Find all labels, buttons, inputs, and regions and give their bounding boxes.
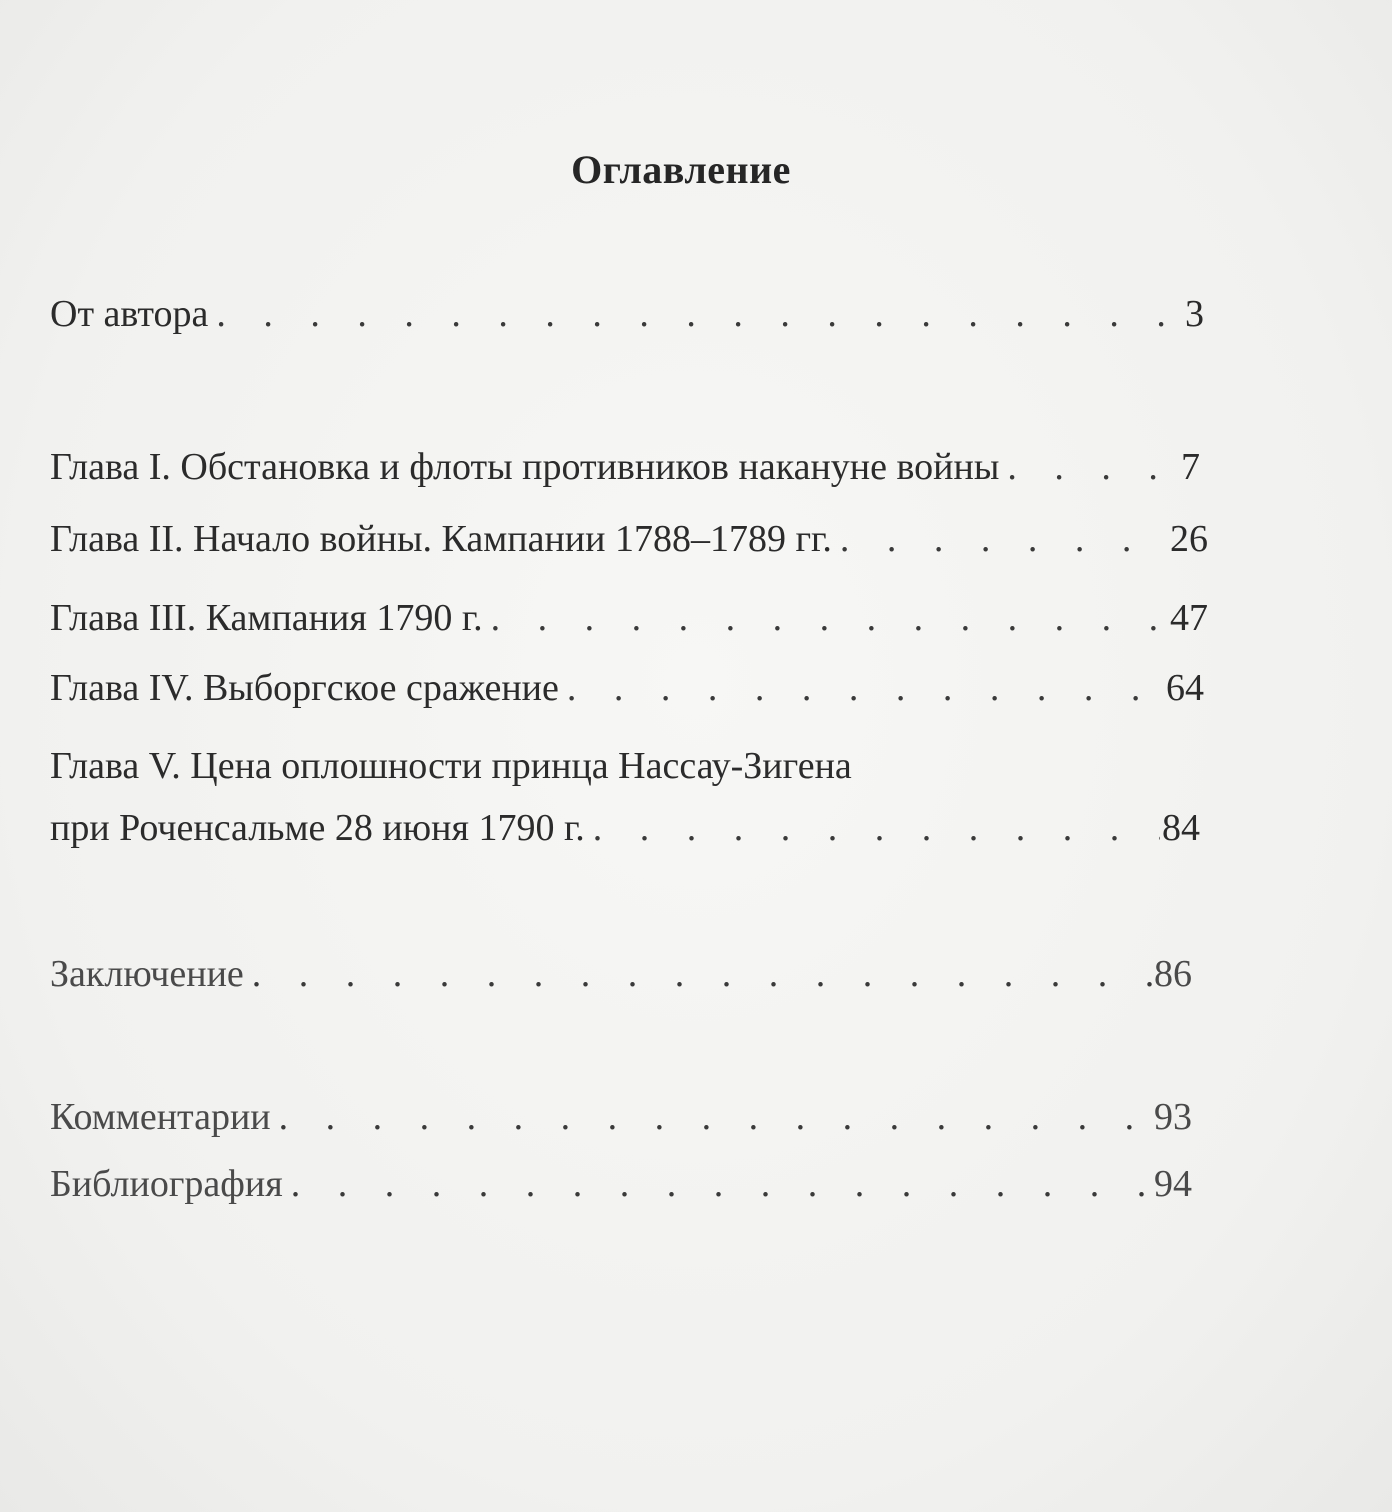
toc-entry-comments: [50, 1093, 1192, 1141]
dot-leader: [252, 950, 1152, 998]
toc-entry-chapter-1: [50, 443, 1200, 491]
toc-page-number: 47: [1170, 597, 1208, 639]
toc-page-number: 93: [1154, 1096, 1192, 1138]
toc-title: Оглавление: [571, 147, 791, 192]
toc-entry-label: Глава III. Кампания 1790 г.: [50, 597, 483, 639]
toc-entry-preface: [50, 290, 1204, 338]
dot-leader: [291, 1160, 1152, 1208]
dot-leader: [216, 290, 1183, 338]
toc-entry-chapter-4: [50, 664, 1204, 712]
toc-page-number: 94: [1154, 1163, 1192, 1205]
toc-entry-conclusion: [50, 950, 1192, 998]
toc-entry-chapter-3: [50, 594, 1208, 642]
toc-entry-label: Глава I. Обстановка и флоты противников накануне войны: [50, 446, 1000, 488]
dot-leader: [593, 804, 1160, 852]
toc-entry-chapter-5-line-1: Глава V. Цена оплошности принца Нассау-Зигена: [50, 745, 852, 787]
toc-entry-chapter-2: [50, 515, 1208, 563]
dot-leader: [491, 594, 1168, 642]
toc-entry-label: От автора: [50, 293, 209, 335]
toc-entry-bibliography: [50, 1160, 1192, 1208]
dot-leader: [840, 515, 1168, 563]
toc-page-number: 84: [1162, 807, 1200, 849]
toc-page-number: 7: [1181, 446, 1200, 488]
toc-entry-chapter-5: [50, 804, 1200, 852]
toc-page-number: 26: [1170, 518, 1208, 560]
toc-entry-label: Глава II. Начало войны. Кампании 1788–1789 гг.: [50, 518, 832, 560]
toc-entry-label: Глава IV. Выборгское сражение: [50, 667, 559, 709]
dot-leader: [1007, 443, 1179, 491]
toc-page-number: 86: [1154, 953, 1192, 995]
dot-leader: [279, 1093, 1152, 1141]
toc-entry-label: Комментарии: [50, 1096, 271, 1138]
toc-entry-label: Библиография: [50, 1163, 283, 1205]
toc-entry-label: при Роченсальме 28 июня 1790 г.: [50, 807, 585, 849]
dot-leader: [567, 664, 1164, 712]
toc-page-number: 3: [1185, 293, 1204, 335]
toc-page-number: 64: [1166, 667, 1204, 709]
toc-entry-label: Заключение: [50, 953, 244, 995]
